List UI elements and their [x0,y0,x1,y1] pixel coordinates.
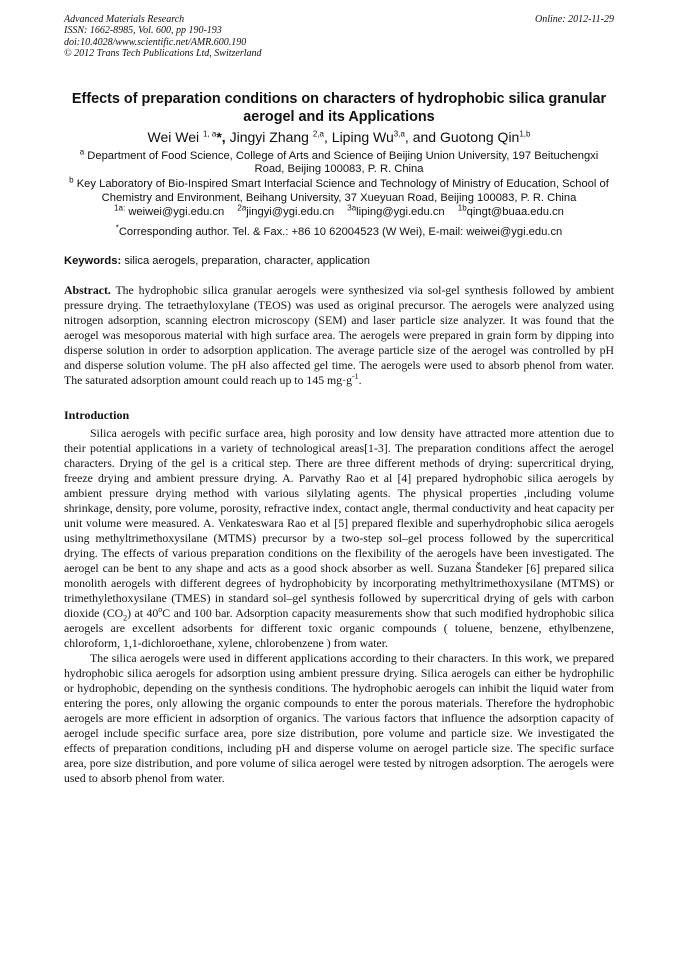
email-entry [347,203,445,219]
abstract-text: The hydrophobic silica granular aerogels were synthesized via sol-gel synthesis followed by ambient pressure drying. The tetraethyloxylane (TEOS) was used as original precursor. The aerogels were analyzed using nitrogen adsorption, scanning electron microscopy (SEM) and laser particle size analyzer. It was found that the aerogel was mesoporous material with high surface area. The aerogels were prepared in grain form by dipping into disperse solution in order to adsorption application. The average particle size of the aerogel was controlled by pH and disperse solution volume. The pH also affected gel time. The aerogels were used to absorb phenol from water. The saturated adsorption amount could reach up to 145 mg·g [64,283,614,388]
email-address[interactable]: qingt@buaa.edu.cn [466,206,564,219]
author-name: Guotong Qin [439,128,520,145]
author-separator: *, [216,128,226,145]
email-address[interactable]: jingyi@ygi.edu.cn [246,206,335,219]
email-address[interactable]: liping@ygi.edu.cn [356,206,445,219]
abstract-end: . [358,373,362,388]
author-affil-mark: 3,a [393,128,405,138]
affiliation-text: Department of Food Science, College of Arts and Science of Beijing Union University, 197 Beituchengxi Road, Beijing 100083, P. R. China [87,149,599,176]
author-list [64,128,614,146]
email-address[interactable]: weiwei@ygi.edu.cn [128,206,225,219]
email-mark: 1b [457,203,467,213]
author-name: Wei Wei [147,128,200,145]
author-name: Jingyi Zhang [229,128,309,145]
corresponding-mark: * [115,222,119,232]
affiliation-b [64,175,614,205]
author-name: Liping Wu [331,128,394,145]
affiliation-text: Key Laboratory of Bio-Inspired Smart Interfacial Science and Technology of Ministry of Education, School of Chemistry and Environment, Beihang University, 37 Xueyuan Road, Beijing 100083, P. R. China [76,178,609,204]
email-entry [457,203,564,219]
doi-line: doi:10.4028/www.scientific.net/AMR.600.190 [64,36,247,48]
email-list [64,203,614,219]
corresponding-text: Corresponding author. Tel. & Fax.: +86 10 62004523 (W Wei), E-mail: weiwei@ygi.edu.cn [118,225,563,238]
author-affil-mark: 2,a [312,128,324,138]
author-affil-mark: 1, a [203,128,217,138]
copyright-line: © 2012 Trans Tech Publications Ltd, Switzerland [64,48,262,60]
author-separator: , [324,128,328,145]
intro-p1-text-cont: ) at 40 [127,606,159,621]
journal-header [64,14,614,60]
email-mark: 3a [347,203,357,213]
corresponding-author [64,222,614,239]
abstract [64,283,614,388]
affiliation-mark: b [69,175,74,185]
author-separator: , and [404,128,437,145]
introduction-paragraph-1 [64,426,614,651]
journal-name: Advanced Materials Research [64,14,185,25]
email-mark: 1a: [114,203,126,213]
online-date: Online: 2012-11-29 [535,14,614,25]
intro-p1-subscript: 2 [123,613,128,623]
issn-line: ISSN: 1662-8985, Vol. 600, pp 190-193 [64,25,222,37]
section-title-introduction: Introduction [64,408,130,423]
affiliation-a [64,146,614,177]
affiliation-mark: a [79,146,85,156]
intro-p1-text-end: C and 100 bar. Adsorption capacity measurements show that such modified hydrophobic silica aerogels are excellent adsorbents for different toxic organic compounds ( toluene, benzene, ethylbenzene, chloroform, 1,1-dichloroethane, xylene, chlorobenzene ) from water. [64,606,614,651]
intro-p1-degree: o [158,605,163,615]
intro-p1-text: Silica aerogels with pecific surface area, high porosity and low density have attracted more attention due to their potential applications in a variety of technological areas[1-3]. The preparation conditions affect the aerogel characters. Drying of the gel is a critical step. There are three different methods of drying: supercritical drying, freeze drying and ambient pressure drying. A. Parvathy Rao et al [4] prepared hydrophobic silica aerogels by ambient pressure drying method with various silylating agents. The physical properties ,including volume shrinkage, density, pore volume, porosity, refractive index, contact angle, thermal conductivity and heat capacity per unit volume were measured. A. Venkateswara Rao et al [5] prepared flexible and superhydrophobic silica aerogels using methyltrimethoxysilane (MTMS) precursor by a two-step sol–gel process followed by the supercritical drying. The effects of various preparation conditions on the flexibility of the aerogels have been investigated. The aerogel can be bent to any shape and acts as a good shock absorber as well. Suzana Štandeker [6] prepared silica monolith aerogels with different degrees of hydrophobicity by incorporating methyltrimethoxysilane (MTMS) or trimethylethoxysilane (TMES) in standard sol–gel synthesis followed by supercritical drying of gels with carbon dioxide (CO [64,426,614,621]
keywords [64,255,614,268]
keywords-label: Keywords: [64,255,122,268]
email-mark: 2a [237,203,247,213]
keywords-text: silica aerogels, preparation, character, application [124,255,370,268]
introduction-paragraph-2: The silica aerogels were used in different applications according to their characters. In this work, we prepared hydrophobic silica aerogels for adsorption using ambient pressure drying. Silica aerogels can either be hydrophilic or hydrophobic, depending on the synthesis conditions. The hydrophobic aerogels can inhibit the liquid water from entering the pores, only allowing the organic compounds to enter the porous materials. Therefore the hydrophobic aerogels are more efficient in adsorption of organics. The various factors that influence the adsorption capacity of aerogel include specific surface area, pore size distribution, pore volume and particle size. We investigated the effects of preparation conditions, including pH and disperse volume on aerogel particle size. The specific surface area, pore size distribution, and pore volume of silica aerogel were tested by nitrogen adsorption. The aerogels were used to absorb phenol from water. [64,651,614,786]
abstract-unit-exponent: -1 [351,372,359,382]
email-entry [114,203,225,219]
email-entry [237,203,335,219]
abstract-label: Abstract. [64,283,111,298]
paper-title: Effects of preparation conditions on characters of hydrophobic silica granular aerogel and its Applications [71,90,607,125]
author-affil-mark: 1,b [519,128,531,138]
